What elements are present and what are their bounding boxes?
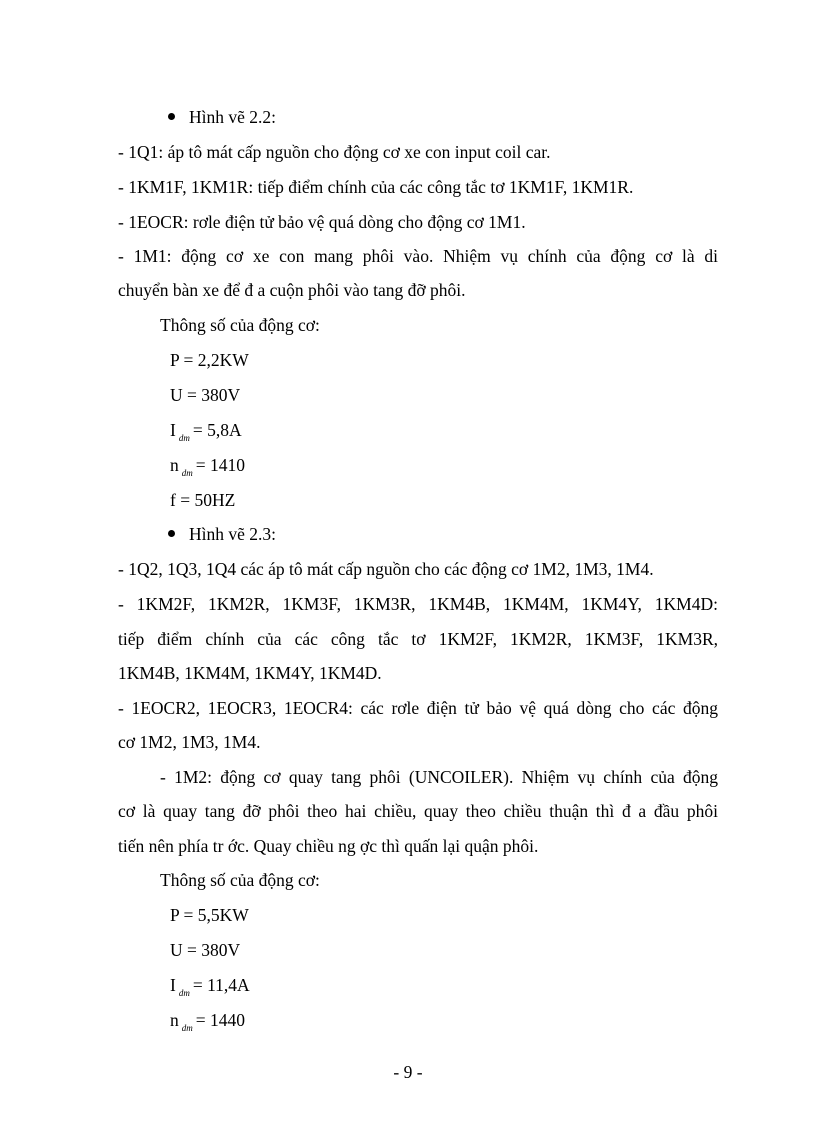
bullet-item	[168, 523, 276, 545]
param-voltage: U = 380V	[170, 940, 241, 960]
page-number: - 9 -	[393, 1062, 423, 1082]
params-title: Thông số của động cơ:	[160, 870, 320, 890]
paragraph-line: 1KM4B, 1KM4M, 1KM4Y, 1KM4D.	[118, 663, 382, 683]
params-title: Thông số của động cơ:	[160, 315, 320, 335]
paragraph-line: - 1Q1: áp tô mát cấp nguồn cho động cơ xe con input coil car.	[118, 142, 551, 162]
paragraph-line: - 1M1: động cơ xe con mang phôi vào. Nhiệm vụ chính của động cơ là di	[118, 246, 718, 266]
paragraph-line: tiến nên phía tr ớc. Quay chiều ng ợc thì quấn lại quận phôi.	[118, 836, 539, 856]
param-speed	[170, 454, 245, 484]
param-voltage: U = 380V	[170, 385, 241, 405]
param-frequency: f = 50HZ	[170, 490, 236, 510]
param-current-sub: dm	[178, 988, 190, 998]
param-speed-sub: dm	[181, 1023, 193, 1033]
param-power: P = 5,5KW	[170, 905, 249, 925]
paragraph-line: cơ là quay tang đỡ phôi theo hai chiều, quay theo chiều thuận thì đ a đầu phôi	[118, 801, 718, 821]
bullet-item	[168, 106, 276, 128]
param-current-value: = 5,8A	[192, 420, 242, 440]
param-current-label: I	[170, 420, 176, 440]
bullet-dot-icon	[168, 113, 175, 120]
param-current-sub: dm	[178, 433, 190, 443]
param-current	[170, 974, 250, 1004]
bullet-dot-icon	[168, 530, 175, 537]
param-current-value: = 11,4A	[192, 975, 250, 995]
paragraph-line: - 1KM2F, 1KM2R, 1KM3F, 1KM3R, 1KM4B, 1KM4M, 1KM4Y, 1KM4D:	[118, 594, 718, 614]
param-current-label: I	[170, 975, 176, 995]
paragraph-line: - 1M2: động cơ quay tang phôi (UNCOILER). Nhiệm vụ chính của động	[160, 767, 718, 787]
param-speed-label: n	[170, 1010, 179, 1030]
param-speed	[170, 1009, 245, 1039]
paragraph-line: chuyển bàn xe để đ a cuộn phôi vào tang đỡ phôi.	[118, 280, 466, 300]
param-power: P = 2,2KW	[170, 350, 249, 370]
paragraph-line: - 1KM1F, 1KM1R: tiếp điểm chính của các công tắc tơ 1KM1F, 1KM1R.	[118, 177, 634, 197]
param-speed-label: n	[170, 455, 179, 475]
paragraph-line: tiếp điểm chính của các công tắc tơ 1KM2F, 1KM2R, 1KM3F, 1KM3R,	[118, 629, 718, 649]
paragraph-line: - 1EOCR: rơle điện tử bảo vệ quá dòng cho động cơ 1M1.	[118, 212, 526, 232]
param-speed-value: = 1440	[195, 1010, 245, 1030]
paragraph-line: - 1EOCR2, 1EOCR3, 1EOCR4: các rơle điện tử bảo vệ quá dòng cho các động	[118, 698, 718, 718]
param-speed-value: = 1410	[195, 455, 245, 475]
paragraph-line: cơ 1M2, 1M3, 1M4.	[118, 732, 261, 752]
param-speed-sub: dm	[181, 468, 193, 478]
bullet-text: Hình vẽ 2.3:	[189, 524, 277, 544]
bullet-text: Hình vẽ 2.2:	[189, 107, 277, 127]
param-current	[170, 419, 242, 449]
paragraph-line: - 1Q2, 1Q3, 1Q4 các áp tô mát cấp nguồn cho các động cơ 1M2, 1M3, 1M4.	[118, 559, 654, 579]
